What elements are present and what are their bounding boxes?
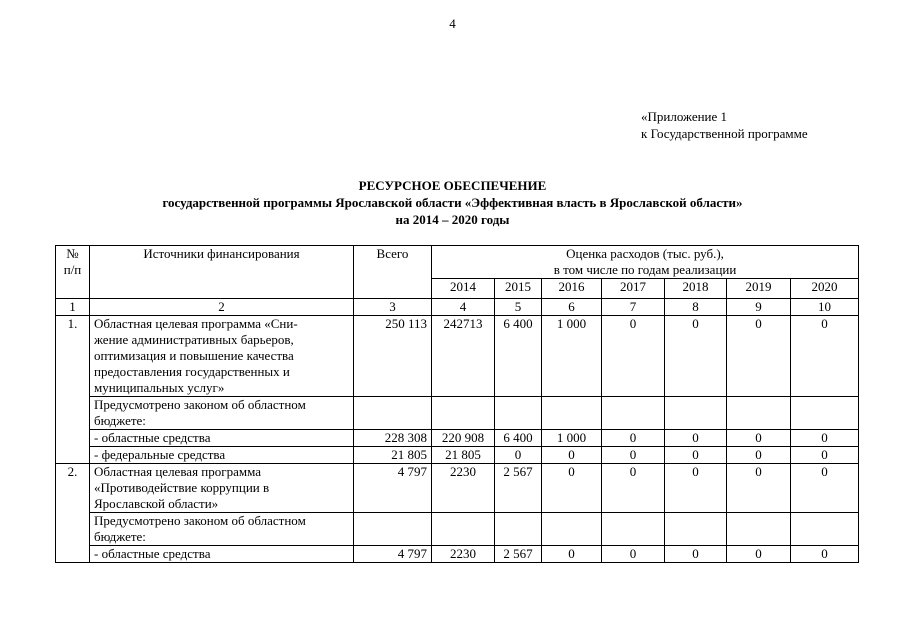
table-row <box>56 546 859 563</box>
year-value-2017 <box>602 513 665 546</box>
header-year-2017: 2017 <box>602 279 665 299</box>
column-number-6: 6 <box>542 299 602 316</box>
header-num-line1: № <box>66 246 79 261</box>
year-value-2017: 0 <box>602 447 665 464</box>
year-value-2016 <box>542 397 602 430</box>
column-number-7: 7 <box>602 299 665 316</box>
funding-source-line: «Противодействие коррупции в <box>94 480 270 495</box>
funding-source-line: жение административных барьеров, <box>94 332 294 347</box>
funding-source <box>90 316 354 397</box>
funding-source <box>90 397 354 430</box>
row-number: 2. <box>56 464 90 563</box>
header-year-2019: 2019 <box>727 279 791 299</box>
year-value-2015 <box>495 513 542 546</box>
year-value-2015: 6 400 <box>495 316 542 397</box>
year-value-2016: 1 000 <box>542 430 602 447</box>
header-estimate-line2: в том числе по годам реализации <box>553 262 737 277</box>
total-value: 228 308 <box>354 430 432 447</box>
total-value: 4 797 <box>354 546 432 563</box>
year-value-2018: 0 <box>665 447 727 464</box>
header-year-2015: 2015 <box>495 279 542 299</box>
year-value-2019: 0 <box>727 464 791 513</box>
header-year-2018: 2018 <box>665 279 727 299</box>
year-value-2020: 0 <box>791 464 859 513</box>
year-value-2019: 0 <box>727 316 791 397</box>
year-value-2016 <box>542 513 602 546</box>
table-row <box>56 316 859 397</box>
row-number: 1. <box>56 316 90 464</box>
year-value-2018: 0 <box>665 316 727 397</box>
table-row <box>56 464 859 513</box>
funding-source-line: бюджете: <box>94 413 146 428</box>
header-row-1 <box>56 246 859 279</box>
appendix-note <box>641 108 808 142</box>
funding-source-line: оптимизация и повышение качества <box>94 348 294 363</box>
header-num <box>56 246 90 299</box>
year-value-2020 <box>791 513 859 546</box>
funding-source-line: - федеральные средства <box>94 447 226 462</box>
header-source: Источники финансирования <box>90 246 354 299</box>
year-value-2020: 0 <box>791 447 859 464</box>
header-num-line2: п/п <box>63 262 82 277</box>
year-value-2015 <box>495 397 542 430</box>
header-year-2014: 2014 <box>432 279 495 299</box>
funding-source-line: Предусмотрено законом об областном <box>94 397 306 412</box>
year-value-2017: 0 <box>602 316 665 397</box>
year-value-2018: 0 <box>665 464 727 513</box>
year-value-2014: 242713 <box>432 316 495 397</box>
year-value-2017: 0 <box>602 430 665 447</box>
column-numbers-row <box>56 299 859 316</box>
funding-source-line: Ярославской области» <box>94 496 219 511</box>
funding-source <box>90 464 354 513</box>
year-value-2018: 0 <box>665 430 727 447</box>
year-value-2019: 0 <box>727 430 791 447</box>
funding-source-line: - областные средства <box>94 546 211 561</box>
year-value-2017: 0 <box>602 464 665 513</box>
appendix-line-1: «Приложение 1 <box>641 109 728 124</box>
year-value-2015: 6 400 <box>495 430 542 447</box>
resource-table <box>55 245 859 563</box>
funding-source-line: муниципальных услуг» <box>94 380 225 395</box>
year-value-2018 <box>665 397 727 430</box>
header-estimate-line1: Оценка расходов (тыс. руб.), <box>566 246 724 261</box>
year-value-2016: 0 <box>542 546 602 563</box>
year-value-2019 <box>727 397 791 430</box>
title-line-2: государственной программы Ярославской области «Эффективная власть в Ярославской области» <box>162 195 743 210</box>
total-value: 4 797 <box>354 464 432 513</box>
funding-source-line: бюджете: <box>94 529 146 544</box>
year-value-2014: 2230 <box>432 546 495 563</box>
funding-source <box>90 430 354 447</box>
year-value-2015: 2 567 <box>495 464 542 513</box>
year-value-2019 <box>727 513 791 546</box>
column-number-5: 5 <box>495 299 542 316</box>
funding-source <box>90 546 354 563</box>
total-value <box>354 397 432 430</box>
funding-source <box>90 447 354 464</box>
year-value-2020: 0 <box>791 546 859 563</box>
year-value-2016: 0 <box>542 447 602 464</box>
header-year-2016: 2016 <box>542 279 602 299</box>
year-value-2019: 0 <box>727 546 791 563</box>
header-year-2020: 2020 <box>791 279 859 299</box>
year-value-2014 <box>432 397 495 430</box>
year-value-2014: 21 805 <box>432 447 495 464</box>
column-number-10: 10 <box>791 299 859 316</box>
year-value-2016: 1 000 <box>542 316 602 397</box>
funding-source-line: Предусмотрено законом об областном <box>94 513 306 528</box>
year-value-2018: 0 <box>665 546 727 563</box>
column-number-8: 8 <box>665 299 727 316</box>
year-value-2019: 0 <box>727 447 791 464</box>
header-total: Всего <box>354 246 432 299</box>
title-line-1: РЕСУРСНОЕ ОБЕСПЕЧЕНИЕ <box>358 178 547 193</box>
document-title <box>0 177 905 228</box>
year-value-2020: 0 <box>791 316 859 397</box>
year-value-2020: 0 <box>791 430 859 447</box>
page-number: 4 <box>449 16 456 31</box>
table-row <box>56 513 859 546</box>
year-value-2014 <box>432 513 495 546</box>
column-number-4: 4 <box>432 299 495 316</box>
funding-source <box>90 513 354 546</box>
header-estimate <box>432 246 859 279</box>
column-number-9: 9 <box>727 299 791 316</box>
year-value-2018 <box>665 513 727 546</box>
year-value-2017: 0 <box>602 546 665 563</box>
funding-source-line: - областные средства <box>94 430 211 445</box>
table-row <box>56 447 859 464</box>
total-value <box>354 513 432 546</box>
appendix-line-2: к Государственной программе <box>641 126 808 141</box>
total-value: 250 113 <box>354 316 432 397</box>
table-row <box>56 430 859 447</box>
year-value-2020 <box>791 397 859 430</box>
year-value-2015: 2 567 <box>495 546 542 563</box>
column-number-2: 2 <box>90 299 354 316</box>
table-row <box>56 397 859 430</box>
column-number-1: 1 <box>56 299 90 316</box>
funding-source-line: Областная целевая программа <box>94 464 261 479</box>
year-value-2017 <box>602 397 665 430</box>
column-number-3: 3 <box>354 299 432 316</box>
funding-source-line: предоставления государственных и <box>94 364 290 379</box>
funding-source-line: Областная целевая программа «Сни- <box>94 316 298 331</box>
total-value: 21 805 <box>354 447 432 464</box>
title-line-3: на 2014 – 2020 годы <box>395 212 510 227</box>
year-value-2016: 0 <box>542 464 602 513</box>
year-value-2015: 0 <box>495 447 542 464</box>
year-value-2014: 2230 <box>432 464 495 513</box>
year-value-2014: 220 908 <box>432 430 495 447</box>
